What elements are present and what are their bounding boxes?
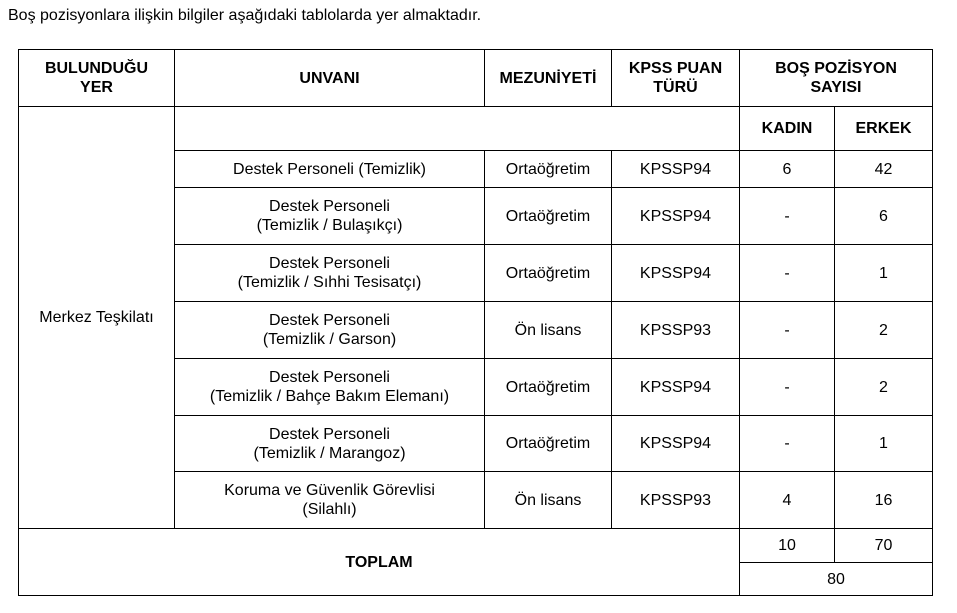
header-location: BULUNDUĞU YER [19, 50, 175, 107]
title-cell: Destek Personeli (Temizlik / Sıhhi Tesisatçı) [175, 245, 485, 302]
education-cell: Ön lisans [485, 302, 612, 359]
total-label: TOPLAM [19, 529, 740, 596]
total-row [19, 529, 933, 563]
header-row [19, 50, 933, 107]
male-count-cell: 2 [835, 302, 933, 359]
kpss-cell: KPSSP93 [612, 302, 740, 359]
kpss-cell: KPSSP94 [612, 188, 740, 245]
title-cell: Koruma ve Güvenlik Görevlisi (Silahlı) [175, 472, 485, 529]
education-cell: Ortaöğretim [485, 245, 612, 302]
female-count-cell: 4 [740, 472, 835, 529]
title-cell: Destek Personeli (Temizlik / Garson) [175, 302, 485, 359]
kpss-cell: KPSSP94 [612, 416, 740, 472]
education-cell: Ortaöğretim [485, 151, 612, 188]
grand-total-cell: 80 [740, 563, 933, 596]
vacancy-table [18, 49, 933, 596]
header-female: KADIN [740, 107, 835, 151]
location-cell: Merkez Teşkilatı [19, 107, 175, 529]
education-cell: Ortaöğretim [485, 188, 612, 245]
education-cell: Ortaöğretim [485, 359, 612, 416]
title-cell: Destek Personeli (Temizlik / Bahçe Bakım Elemanı) [175, 359, 485, 416]
header-education: MEZUNİYETİ [485, 50, 612, 107]
female-count-cell: - [740, 188, 835, 245]
education-cell: Ortaöğretim [485, 416, 612, 472]
female-count-cell: - [740, 245, 835, 302]
kpss-cell: KPSSP93 [612, 472, 740, 529]
title-cell: Destek Personeli (Temizlik / Marangoz) [175, 416, 485, 472]
header-vacancies: BOŞ POZİSYON SAYISI [740, 50, 933, 107]
male-count-cell: 6 [835, 188, 933, 245]
male-count-cell: 1 [835, 245, 933, 302]
kpss-cell: KPSSP94 [612, 151, 740, 188]
total-female-cell: 10 [740, 529, 835, 563]
education-cell: Ön lisans [485, 472, 612, 529]
subheader-blank [175, 107, 740, 151]
header-title: UNVANI [175, 50, 485, 107]
header-kpss: KPSS PUAN TÜRÜ [612, 50, 740, 107]
female-count-cell: - [740, 302, 835, 359]
title-cell: Destek Personeli (Temizlik) [175, 151, 485, 188]
female-count-cell: - [740, 359, 835, 416]
kpss-cell: KPSSP94 [612, 359, 740, 416]
header-male: ERKEK [835, 107, 933, 151]
male-count-cell: 16 [835, 472, 933, 529]
male-count-cell: 1 [835, 416, 933, 472]
subheader-row [19, 107, 933, 151]
female-count-cell: 6 [740, 151, 835, 188]
female-count-cell: - [740, 416, 835, 472]
title-cell: Destek Personeli (Temizlik / Bulaşıkçı) [175, 188, 485, 245]
kpss-cell: KPSSP94 [612, 245, 740, 302]
male-count-cell: 2 [835, 359, 933, 416]
male-count-cell: 42 [835, 151, 933, 188]
total-male-cell: 70 [835, 529, 933, 563]
intro-text: Boş pozisyonlara ilişkin bilgiler aşağıdaki tablolarda yer almaktadır. [8, 7, 482, 24]
